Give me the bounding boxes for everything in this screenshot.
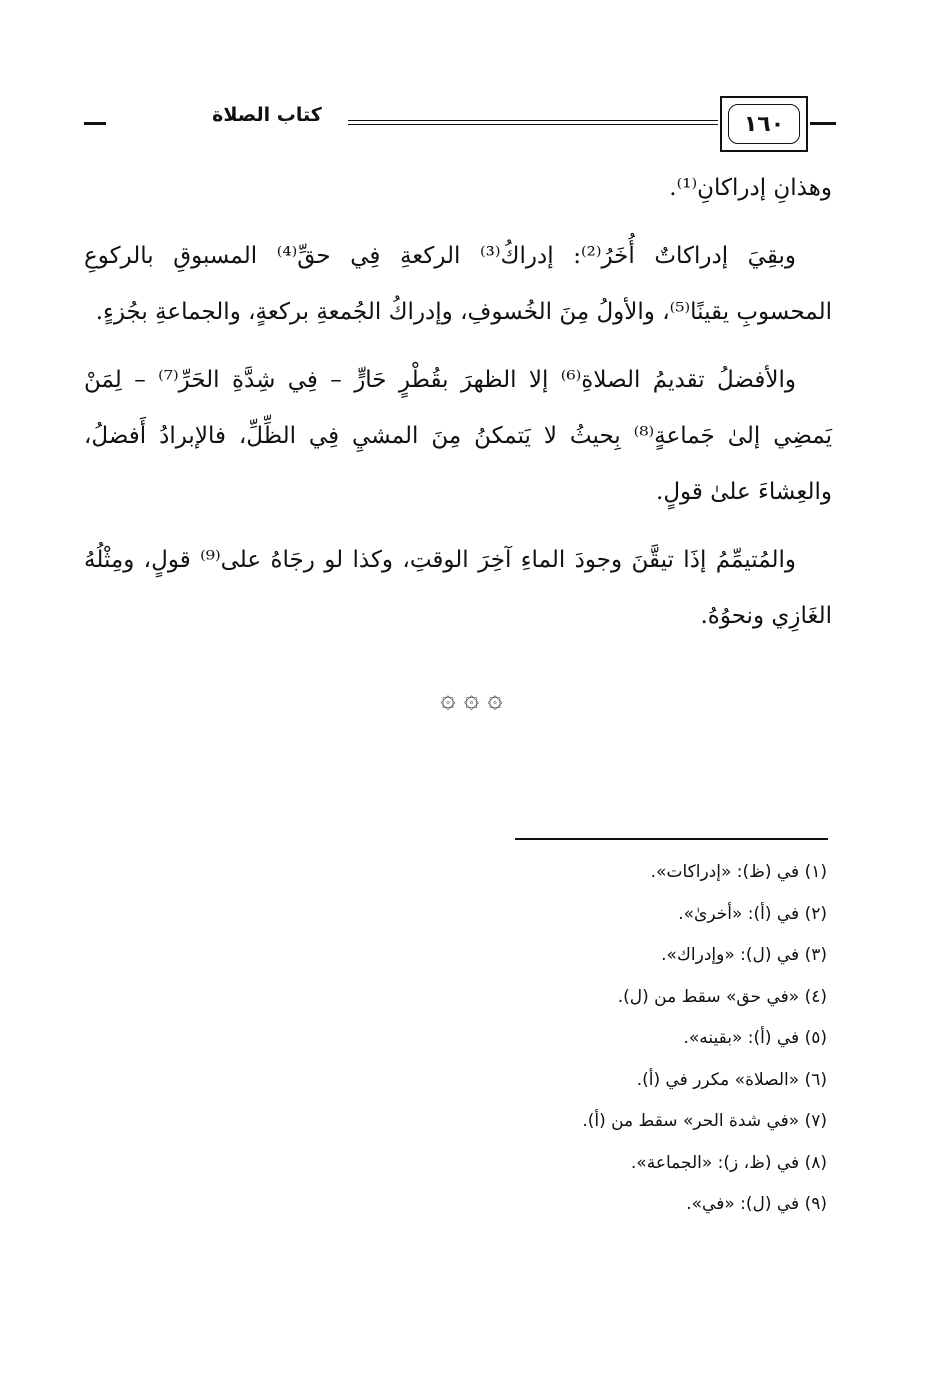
page-number-frame <box>720 96 808 152</box>
footnote-6: (٦) «الصلاة» مكرر في (أ). <box>636 1069 827 1090</box>
footnote-separator <box>515 838 828 840</box>
footnote-8: (٨) في (ظ، ز): «الجماعة». <box>630 1152 827 1173</box>
footnote-3: (٣) في (ل): «وإدراك». <box>661 945 827 965</box>
chapter-title: كتاب الصلاة <box>212 104 322 126</box>
footnote-9: (٩) في (ل): «في». <box>686 1194 827 1214</box>
footnote-4: (٤) «في حق» سقط من (ل). <box>617 986 827 1007</box>
header-rule-right <box>810 122 836 125</box>
paragraph-2: وبقِيَ إدراكاتٌ أُخَرُ⁽²⁾: إدراكُ⁽³⁾ الركعةِ فِي حقِّ⁽⁴⁾ المسبوقِ بالركوعِ المحسوبِ يقينًا⁽⁵⁾، والأولُ مِنَ الخُسوفِ، وإدراكُ الجُمعةِ بركعةٍ، والجماعةِ بجُزءٍ. <box>84 243 832 325</box>
footnote-5: (٥) في (أ): «بقينه». <box>683 1028 827 1048</box>
paragraph-4: والمُتيمِّمُ إذَا تيقَّنَ وجودَ الماءِ آخِرَ الوقتِ، وكذا لو رجَاهُ على⁽⁹⁾ قولٍ، ومِثْلُهُ الغَازِي ونحوُهُ. <box>84 547 832 629</box>
footnote-2: (٢) في (أ): «أخرىٰ». <box>678 903 827 924</box>
footnote-7: (٧) «في شدة الحر» سقط من (أ). <box>582 1111 827 1131</box>
header-rule-left <box>84 122 106 125</box>
paragraph-1: وهذانِ إدراكانِ⁽¹⁾. <box>669 175 832 201</box>
paragraph-3: والأفضلُ تقديمُ الصلاةِ⁽⁶⁾ إلا الظهرَ بقُطْرٍ حَارٍّ – فِي شِدَّةِ الحَرِّ⁽⁷⁾ – لِمَنْ يَمضِي إلىٰ جَماعةٍ⁽⁸⁾ بِحيثُ لا يَتمكنُ مِنَ المشيِ فِي الظِّلِّ، فالإبرادُ أَفضلُ، والعِشاءَ علىٰ قولٍ. <box>84 367 833 505</box>
header-rule-middle <box>348 120 718 125</box>
page-header <box>84 96 836 158</box>
footnote-1: (١) في (ظ): «إدراكات». <box>650 862 827 882</box>
section-ornament-icon: ۞ ۞ ۞ <box>440 684 503 714</box>
page-number: ١٦٠ <box>728 104 800 144</box>
main-text <box>84 160 832 656</box>
footnotes-list <box>427 852 827 1226</box>
